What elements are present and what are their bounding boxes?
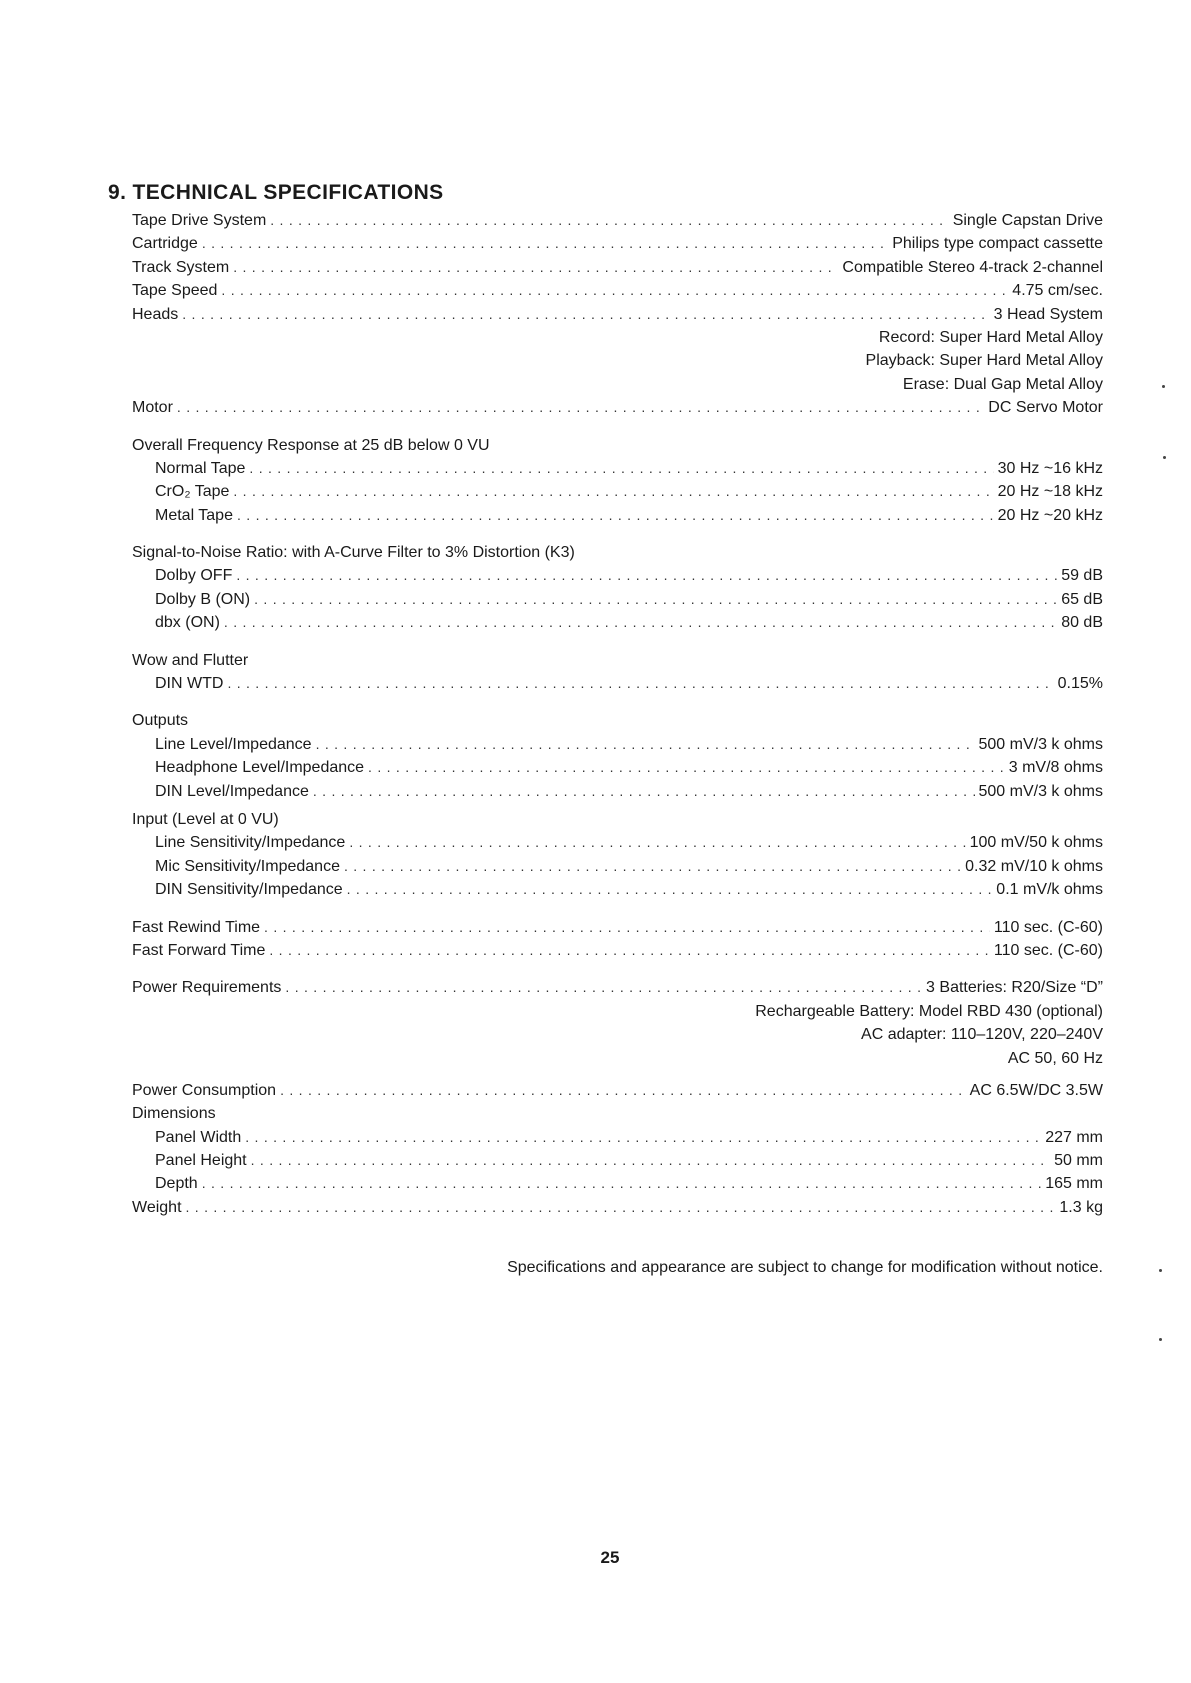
spec-list (132, 209, 1103, 1219)
spec-label: Headphone Level/Impedance (155, 759, 365, 777)
spec-label: Normal Tape (155, 459, 246, 477)
spec-label: Heads (132, 305, 179, 323)
dot-leader (237, 504, 994, 527)
dot-leader (344, 855, 961, 878)
power-detail-ac-adapter: AC adapter: 110–120V, 220–240V (861, 1026, 1103, 1044)
dot-leader (221, 279, 1008, 302)
spec-label: Dolby OFF (155, 567, 233, 585)
spec-value: 0.15% (1057, 675, 1103, 693)
dot-leader (177, 396, 984, 419)
spec-value: 3 Head System (993, 305, 1103, 323)
spec-row-dbx-on (132, 611, 1103, 634)
scan-speck (1159, 1269, 1162, 1272)
input-heading: Input (Level at 0 VU) (132, 810, 279, 828)
heads-detail-erase: Erase: Dual Gap Metal Alloy (902, 375, 1103, 393)
spec-value: 30 Hz ~16 kHz (997, 459, 1103, 477)
dot-leader (186, 1196, 1056, 1219)
spec-row-mic-sensitivity (132, 855, 1103, 878)
spec-row-headphone-level (132, 756, 1103, 779)
scan-speck (1163, 456, 1166, 459)
spec-row-motor (132, 396, 1103, 419)
spec-row-tape-speed (132, 279, 1103, 302)
dot-leader (347, 878, 993, 901)
frequency-response-heading: Overall Frequency Response at 25 dB below 0 VU (132, 436, 490, 454)
spec-label: Cartridge (132, 235, 198, 253)
dot-leader (202, 232, 888, 255)
spec-label: Depth (155, 1175, 198, 1193)
spec-row-din-sensitivity (132, 878, 1103, 901)
outputs-heading: Outputs (132, 712, 189, 730)
dot-leader (264, 916, 990, 939)
signal-to-noise-heading: Signal-to-Noise Ratio: with A-Curve Filter to 3% Distortion (K3) (132, 544, 575, 562)
spec-label: Power Requirements (132, 979, 282, 997)
dot-leader (254, 588, 1057, 611)
spec-value: 59 dB (1061, 567, 1103, 585)
spec-value: 100 mV/50 k ohms (969, 834, 1103, 852)
dot-leader (249, 457, 993, 480)
dot-leader (202, 1172, 1042, 1195)
spec-row-line-level (132, 733, 1103, 756)
dot-leader (224, 611, 1057, 634)
spec-label: Dolby B (ON) (155, 590, 251, 608)
spec-row-line-sensitivity (132, 831, 1103, 854)
spec-value: 500 mV/3 k ohms (978, 782, 1103, 800)
footnote: Specifications and appearance are subject to change for modification without notice. (507, 1259, 1103, 1276)
spec-row-tape-drive-system (132, 209, 1103, 232)
spec-row-track-system (132, 256, 1103, 279)
dimensions-heading: Dimensions (132, 1105, 216, 1123)
spec-label: Line Sensitivity/Impedance (155, 834, 346, 852)
spec-label: Line Level/Impedance (155, 735, 312, 753)
spec-value: Compatible Stereo 4-track 2-channel (842, 258, 1103, 276)
spec-row-cro2-tape (132, 480, 1103, 503)
spec-row-dolby-b-on (132, 588, 1103, 611)
spec-label: Mic Sensitivity/Impedance (155, 857, 340, 875)
heads-detail-record: Record: Super Hard Metal Alloy (878, 328, 1103, 346)
spec-label: Metal Tape (155, 506, 233, 524)
spec-row-fast-rewind (132, 916, 1103, 939)
spec-row-din-wtd (132, 672, 1103, 695)
spec-value: 0.1 mV/k ohms (996, 881, 1103, 899)
spec-label: Panel Height (155, 1152, 247, 1170)
spec-value: 4.75 cm/sec. (1012, 282, 1103, 300)
dot-leader (236, 564, 1057, 587)
spec-row-metal-tape (132, 504, 1103, 527)
dot-leader (245, 1126, 1041, 1149)
spec-row-dolby-off (132, 564, 1103, 587)
spec-row-power-requirements (132, 976, 1103, 999)
spec-label: Tape Speed (132, 282, 218, 300)
power-detail-ac-frequency: AC 50, 60 Hz (1007, 1049, 1103, 1067)
spec-label: Power Consumption (132, 1081, 277, 1099)
spec-value: 20 Hz ~20 kHz (997, 506, 1103, 524)
spec-label: Weight (132, 1198, 182, 1216)
spec-value: 110 sec. (C-60) (993, 918, 1103, 936)
dot-leader (182, 303, 989, 326)
spec-label: Motor (132, 399, 173, 417)
scan-speck (1159, 1338, 1162, 1341)
spec-value: 165 mm (1045, 1175, 1103, 1193)
dot-leader (251, 1149, 1050, 1172)
spec-value: 65 dB (1061, 590, 1103, 608)
spec-value: DC Servo Motor (988, 399, 1103, 417)
dot-leader (280, 1079, 966, 1102)
spec-value: 110 sec. (C-60) (993, 941, 1103, 959)
spec-value: 1.3 kg (1059, 1198, 1103, 1216)
spec-label: Fast Rewind Time (132, 918, 261, 936)
dot-leader (270, 209, 948, 232)
spec-value: Philips type compact cassette (892, 235, 1103, 253)
spec-row-depth (132, 1172, 1103, 1195)
spec-label: DIN Level/Impedance (155, 782, 309, 800)
spec-label: Panel Width (155, 1128, 242, 1146)
spec-row-heads (132, 303, 1103, 326)
section-title: 9. TECHNICAL SPECIFICATIONS (108, 181, 444, 204)
spec-value: 3 Batteries: R20/Size “D” (926, 979, 1103, 997)
dot-leader (313, 780, 975, 803)
dot-leader (285, 976, 922, 999)
spec-value: 0.32 mV/10 k ohms (965, 857, 1103, 875)
spec-row-cartridge (132, 232, 1103, 255)
dot-leader (368, 756, 1005, 779)
spec-value: 3 mV/8 ohms (1008, 759, 1103, 777)
spec-row-panel-width (132, 1126, 1103, 1149)
wow-flutter-heading: Wow and Flutter (132, 651, 249, 669)
spec-label: DIN WTD (155, 675, 224, 693)
dot-leader (349, 831, 965, 854)
page-number: 25 (600, 1548, 620, 1567)
spec-row-weight (132, 1196, 1103, 1219)
spec-label: CrO₂ Tape (155, 483, 230, 501)
spec-row-panel-height (132, 1149, 1103, 1172)
spec-label: dbx (ON) (155, 614, 220, 632)
dot-leader (233, 256, 838, 279)
spec-label: Track System (132, 258, 230, 276)
dot-leader (233, 480, 993, 503)
scan-speck (1162, 385, 1165, 388)
spec-value: AC 6.5W/DC 3.5W (969, 1081, 1103, 1099)
dot-leader (227, 672, 1053, 695)
spec-label: Fast Forward Time (132, 941, 266, 959)
spec-label: DIN Sensitivity/Impedance (155, 881, 343, 899)
spec-label: Tape Drive System (132, 212, 267, 229)
power-detail-rechargeable: Rechargeable Battery: Model RBD 430 (optional) (755, 1002, 1103, 1020)
spec-value: 80 dB (1061, 614, 1103, 632)
dot-leader (316, 733, 975, 756)
dot-leader (269, 939, 990, 962)
spec-row-normal-tape (132, 457, 1103, 480)
spec-value: 50 mm (1054, 1152, 1103, 1170)
spec-row-din-level (132, 780, 1103, 803)
spec-value: 227 mm (1045, 1128, 1103, 1146)
spec-row-power-consumption (132, 1079, 1103, 1102)
spec-value: 20 Hz ~18 kHz (997, 483, 1103, 501)
spec-value: 500 mV/3 k ohms (978, 735, 1103, 753)
spec-value: Single Capstan Drive (952, 212, 1103, 229)
heads-detail-playback: Playback: Super Hard Metal Alloy (865, 352, 1103, 370)
spec-row-fast-forward (132, 939, 1103, 962)
